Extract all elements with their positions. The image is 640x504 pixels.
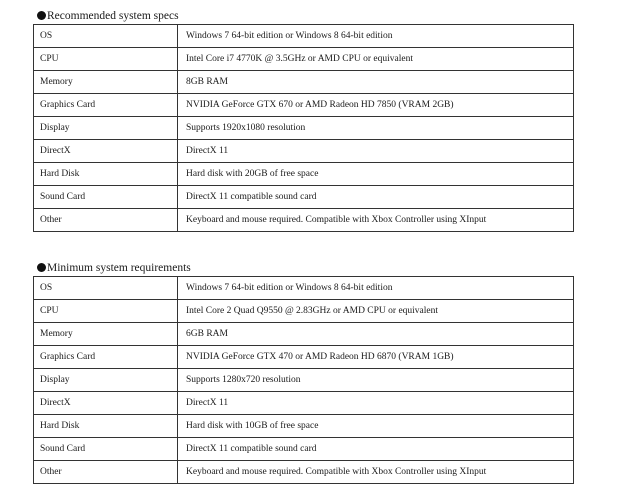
table-row: [34, 163, 574, 186]
spec-value: DirectX 11 compatible sound card: [178, 186, 574, 209]
spec-label: Other: [34, 461, 178, 484]
table-row: [34, 300, 574, 323]
table-row: [34, 71, 574, 94]
spec-label: Graphics Card: [34, 94, 178, 117]
recommended-specs-table: [33, 24, 574, 232]
spec-value: Intel Core 2 Quad Q9550 @ 2.83GHz or AMD CPU or equivalent: [178, 300, 574, 323]
table-row: [34, 323, 574, 346]
minimum-specs-table: [33, 276, 574, 484]
spec-value: Supports 1280x720 resolution: [178, 369, 574, 392]
table-row: [34, 461, 574, 484]
spec-label: Hard Disk: [34, 415, 178, 438]
table-row: [34, 140, 574, 163]
bullet-icon: [37, 11, 46, 20]
spec-value: DirectX 11 compatible sound card: [178, 438, 574, 461]
spec-label: Display: [34, 117, 178, 140]
spec-value: NVIDIA GeForce GTX 470 or AMD Radeon HD 6870 (VRAM 1GB): [178, 346, 574, 369]
spec-value: Keyboard and mouse required. Compatible with Xbox Controller using XInput: [178, 209, 574, 232]
spec-value: 8GB RAM: [178, 71, 574, 94]
spec-value: DirectX 11: [178, 140, 574, 163]
spec-value: Windows 7 64-bit edition or Windows 8 64-bit edition: [178, 25, 574, 48]
table-row: [34, 369, 574, 392]
spec-value: 6GB RAM: [178, 323, 574, 346]
spec-label: Display: [34, 369, 178, 392]
spec-label: Memory: [34, 71, 178, 94]
minimum-specs-heading-text: Minimum system requirements: [47, 262, 191, 274]
spec-label: Other: [34, 209, 178, 232]
minimum-specs-heading: [37, 260, 574, 276]
spec-label: Sound Card: [34, 438, 178, 461]
table-row: [34, 48, 574, 71]
table-row: [34, 117, 574, 140]
table-row: [34, 277, 574, 300]
recommended-specs-heading-text: Recommended system specs: [47, 10, 179, 22]
spec-value: Intel Core i7 4770K @ 3.5GHz or AMD CPU or equivalent: [178, 48, 574, 71]
table-row: [34, 346, 574, 369]
spec-label: Memory: [34, 323, 178, 346]
bullet-icon: [37, 263, 46, 272]
spec-value: Hard disk with 10GB of free space: [178, 415, 574, 438]
table-row: [34, 25, 574, 48]
spec-value: Supports 1920x1080 resolution: [178, 117, 574, 140]
table-row: [34, 392, 574, 415]
spec-value: DirectX 11: [178, 392, 574, 415]
spec-label: OS: [34, 277, 178, 300]
recommended-specs-section: [33, 8, 574, 232]
table-row: [34, 209, 574, 232]
recommended-specs-heading: [37, 8, 574, 24]
table-row: [34, 438, 574, 461]
spec-label: DirectX: [34, 392, 178, 415]
spec-label: Graphics Card: [34, 346, 178, 369]
spec-value: Hard disk with 20GB of free space: [178, 163, 574, 186]
spec-value: NVIDIA GeForce GTX 670 or AMD Radeon HD 7850 (VRAM 2GB): [178, 94, 574, 117]
spec-label: CPU: [34, 300, 178, 323]
spec-label: Hard Disk: [34, 163, 178, 186]
spec-value: Windows 7 64-bit edition or Windows 8 64-bit edition: [178, 277, 574, 300]
table-row: [34, 94, 574, 117]
spec-label: CPU: [34, 48, 178, 71]
minimum-specs-section: [33, 260, 574, 484]
table-row: [34, 186, 574, 209]
spec-value: Keyboard and mouse required. Compatible with Xbox Controller using XInput: [178, 461, 574, 484]
spec-label: OS: [34, 25, 178, 48]
spec-label: Sound Card: [34, 186, 178, 209]
spec-label: DirectX: [34, 140, 178, 163]
table-row: [34, 415, 574, 438]
